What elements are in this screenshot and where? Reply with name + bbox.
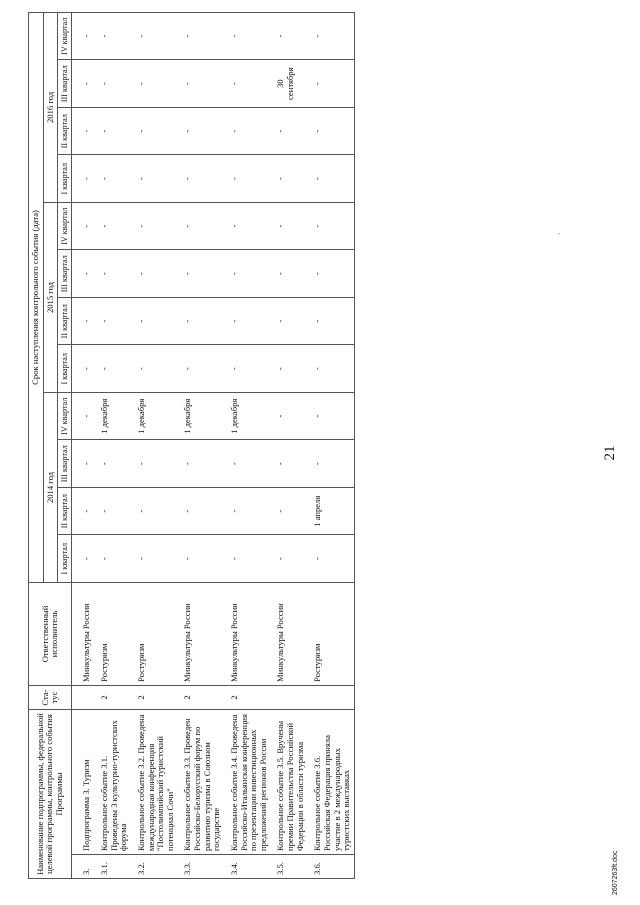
- row-name: Контрольное событие 3.3. Проведен Российско-Белорусский форум по развитию туризма в Союзном государстве: [177, 709, 224, 854]
- quarter-value: -: [177, 12, 224, 60]
- row-name: Контрольное событие 3.5. Вручены премии Правительства Российской Федерации в области туризма: [270, 709, 307, 854]
- quarter-value: -: [94, 60, 131, 108]
- quarter-value: -: [177, 535, 224, 583]
- quarter-value: -: [72, 535, 94, 583]
- header-quarter: I квартал: [58, 535, 72, 583]
- row-name: Контрольное событие 3.2. Проведена международная конференция "Постолимпийский туристский потенциал Сочи": [131, 709, 178, 854]
- quarter-value: 30 сентября: [270, 60, 307, 108]
- quarter-value: -: [72, 487, 94, 535]
- quarter-value: -: [131, 535, 178, 583]
- quarter-value: -: [131, 202, 178, 250]
- quarter-value: -: [131, 345, 178, 393]
- table-header: [29, 12, 72, 878]
- quarter-value: -: [94, 250, 131, 298]
- quarter-value: -: [177, 202, 224, 250]
- quarter-value: -: [307, 155, 354, 203]
- quarter-value: -: [94, 12, 131, 60]
- quarter-value: -: [307, 12, 354, 60]
- table-row: [224, 12, 271, 878]
- quarter-value: -: [177, 155, 224, 203]
- header-deadline: Срок наступления контрольного события (дата): [29, 12, 44, 582]
- quarter-value: -: [224, 440, 271, 488]
- header-quarter: III квартал: [58, 250, 72, 298]
- row-responsible: Минкультуры России: [177, 582, 224, 685]
- table-row: [94, 12, 131, 878]
- quarter-value: -: [224, 535, 271, 583]
- header-quarter: IV квартал: [58, 202, 72, 250]
- row-number: 3.1.: [94, 855, 131, 879]
- table-body: [72, 12, 354, 878]
- quarter-value: -: [177, 297, 224, 345]
- quarter-value: -: [72, 345, 94, 393]
- quarter-value: -: [72, 202, 94, 250]
- quarter-value: -: [131, 440, 178, 488]
- quarter-value: -: [270, 392, 307, 440]
- row-status: [307, 685, 354, 709]
- header-quarter: I квартал: [58, 155, 72, 203]
- row-responsible: Минкультуры России: [224, 582, 271, 685]
- quarter-value: -: [72, 60, 94, 108]
- quarter-value: -: [94, 155, 131, 203]
- quarter-value: -: [270, 155, 307, 203]
- quarter-value: -: [307, 60, 354, 108]
- header-quarter: II квартал: [58, 297, 72, 345]
- table-row: [270, 12, 307, 878]
- row-status: 2: [224, 685, 271, 709]
- quarter-value: -: [307, 535, 354, 583]
- quarter-value: -: [94, 535, 131, 583]
- quarter-value: 1 декабря: [177, 392, 224, 440]
- quarter-value: -: [224, 12, 271, 60]
- quarter-value: -: [94, 202, 131, 250]
- quarter-value: -: [307, 250, 354, 298]
- quarter-value: -: [177, 345, 224, 393]
- table-row: [177, 12, 224, 878]
- quarter-value: -: [131, 250, 178, 298]
- header-quarter: III квартал: [58, 440, 72, 488]
- row-number: 3.3.: [177, 855, 224, 879]
- control-events-table: [28, 12, 355, 879]
- quarter-value: -: [72, 440, 94, 488]
- header-name: Наименование подпрограммы, федеральной целевой программы, контрольного события Программы: [29, 709, 72, 878]
- quarter-value: 1 декабря: [131, 392, 178, 440]
- quarter-value: -: [270, 107, 307, 155]
- quarter-value: -: [224, 345, 271, 393]
- quarter-value: -: [270, 297, 307, 345]
- table-row: [131, 12, 178, 878]
- row-status: 2: [94, 685, 131, 709]
- header-year-2014: 2014 год: [43, 392, 58, 582]
- quarter-value: -: [270, 440, 307, 488]
- header-responsible: Ответственный исполнитель: [29, 582, 72, 685]
- row-status: [72, 685, 94, 709]
- quarter-value: -: [177, 107, 224, 155]
- header-quarter: III квартал: [58, 60, 72, 108]
- row-responsible: Минкультуры России: [270, 582, 307, 685]
- quarter-value: -: [94, 440, 131, 488]
- row-name: Подпрограмма 3. Туризм: [72, 709, 94, 854]
- quarter-value: -: [177, 60, 224, 108]
- row-responsible: Ростуризм: [94, 582, 131, 685]
- quarter-value: -: [94, 487, 131, 535]
- page-number: 21: [602, 445, 618, 461]
- quarter-value: 1 декабря: [224, 392, 271, 440]
- row-number: 3.5.: [270, 855, 307, 879]
- quarter-value: -: [131, 107, 178, 155]
- row-name: Контрольное событие 3.1. Проведены 3 культурно-туристских форума: [94, 709, 131, 854]
- quarter-value: -: [72, 392, 94, 440]
- quarter-value: -: [131, 60, 178, 108]
- row-status: [270, 685, 307, 709]
- row-responsible: Ростуризм: [307, 582, 354, 685]
- header-status: Ста-тус: [29, 685, 72, 709]
- quarter-value: -: [177, 440, 224, 488]
- header-quarter: IV квартал: [58, 12, 72, 60]
- quarter-value: -: [270, 487, 307, 535]
- quarter-value: -: [94, 107, 131, 155]
- quarter-value: -: [307, 107, 354, 155]
- quarter-value: 1 апреля: [307, 487, 354, 535]
- row-status: 2: [177, 685, 224, 709]
- quarter-value: -: [224, 155, 271, 203]
- quarter-value: -: [307, 345, 354, 393]
- quarter-value: -: [72, 12, 94, 60]
- quarter-value: -: [307, 202, 354, 250]
- quarter-value: -: [307, 297, 354, 345]
- quarter-value: -: [224, 202, 271, 250]
- table-row: [307, 12, 354, 878]
- quarter-value: -: [131, 155, 178, 203]
- quarter-value: -: [270, 250, 307, 298]
- quarter-value: -: [224, 250, 271, 298]
- quarter-value: -: [270, 345, 307, 393]
- quarter-value: -: [94, 345, 131, 393]
- quarter-value: -: [72, 155, 94, 203]
- quarter-value: 1 декабря: [94, 392, 131, 440]
- header-year-2015: 2015 год: [43, 202, 58, 392]
- quarter-value: -: [224, 297, 271, 345]
- quarter-value: -: [224, 487, 271, 535]
- quarter-value: -: [72, 107, 94, 155]
- quarter-value: -: [270, 202, 307, 250]
- quarter-value: -: [307, 392, 354, 440]
- row-name: Контрольное событие 3.6. Российская Федерация приняла участие в 2 международных туристских выставках: [307, 709, 354, 854]
- quarter-value: -: [131, 297, 178, 345]
- quarter-value: -: [224, 60, 271, 108]
- row-responsible: Минкультуры России: [72, 582, 94, 685]
- quarter-value: -: [177, 487, 224, 535]
- quarter-value: -: [72, 297, 94, 345]
- quarter-value: -: [307, 440, 354, 488]
- quarter-value: -: [270, 12, 307, 60]
- quarter-value: -: [177, 250, 224, 298]
- quarter-value: -: [131, 12, 178, 60]
- table-row: [72, 12, 94, 878]
- header-year-2016: 2016 год: [43, 12, 58, 202]
- header-quarter: II квартал: [58, 487, 72, 535]
- row-number: 3.6.: [307, 855, 354, 879]
- quarter-value: -: [270, 535, 307, 583]
- header-quarter: II квартал: [58, 107, 72, 155]
- footer-filename: 2607263ft.doc: [612, 850, 619, 895]
- row-number: 3.: [72, 855, 94, 879]
- header-quarter: IV квартал: [58, 392, 72, 440]
- row-responsible: Ростуризм: [131, 582, 178, 685]
- quarter-value: -: [224, 107, 271, 155]
- quarter-value: -: [72, 250, 94, 298]
- row-number: 3.2.: [131, 855, 178, 879]
- row-number: 3.4.: [224, 855, 271, 879]
- quarter-value: -: [131, 487, 178, 535]
- row-name: Контрольное событие 3.4. Проведена Российско-Итальянская конференция по презентации инвестиционных предложений регионов России: [224, 709, 271, 854]
- row-status: 2: [131, 685, 178, 709]
- quarter-value: -: [94, 297, 131, 345]
- header-quarter: I квартал: [58, 345, 72, 393]
- scan-dot: ·: [555, 232, 564, 235]
